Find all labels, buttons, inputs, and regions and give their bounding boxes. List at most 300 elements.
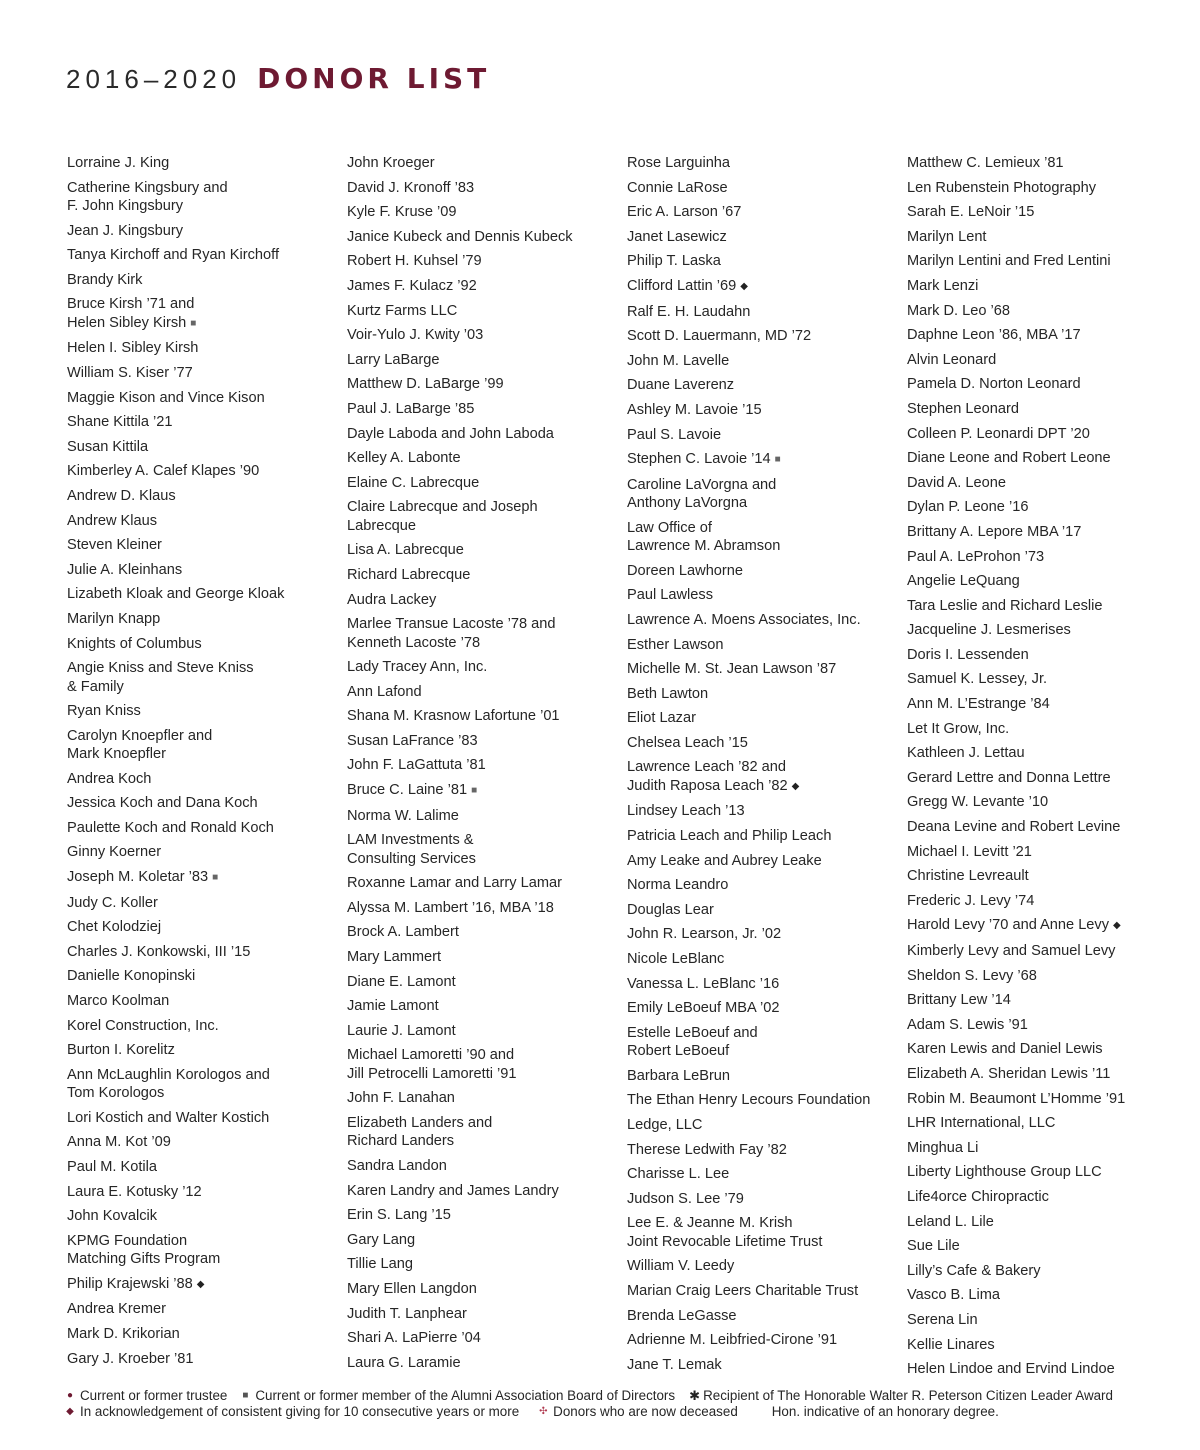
donor-name	[627, 1141, 907, 1159]
donor-name	[907, 1286, 1147, 1304]
donor-name	[907, 351, 1147, 369]
donor-name	[347, 302, 627, 320]
donor-name-text: Frederic J. Levy ’74	[907, 892, 1035, 909]
donor-name-text: Lindsey Leach ’13	[627, 803, 745, 820]
square-mark-icon: ■	[471, 785, 478, 797]
donor-name-text: Ryan Kniss	[67, 703, 141, 720]
donor-name-text: Douglas Lear	[627, 901, 714, 918]
donor-name-text: Gerard Lettre and Donna Lettre	[907, 769, 1111, 786]
donor-name	[67, 943, 347, 961]
donor-name	[347, 474, 627, 492]
donor-name	[347, 683, 627, 701]
donor-name-text: Susan Kittila	[67, 438, 149, 455]
donor-name-text: Brittany Lew ’14	[907, 992, 1011, 1009]
donor-name	[627, 376, 907, 394]
donor-name-text: Sarah E. LeNoir ’15	[907, 204, 1035, 221]
donor-name	[347, 326, 627, 344]
donor-name-text: Eric A. Larson ’67	[627, 204, 742, 221]
donor-name-text: Angelie LeQuang	[907, 573, 1020, 590]
donor-name	[627, 925, 907, 943]
donor-name-text: Erin S. Lang ’15	[347, 1207, 451, 1224]
donor-name	[627, 734, 907, 752]
donor-name	[347, 899, 627, 917]
donor-name	[627, 1331, 907, 1349]
donor-name-text: Adrienne M. Leibfried-Cirone ’91	[627, 1332, 838, 1349]
donor-name-text: Mark D. Krikorian	[67, 1325, 180, 1342]
donor-name	[627, 611, 907, 629]
donor-name	[67, 1109, 347, 1127]
donor-name-text: Charisse L. Lee	[627, 1166, 730, 1183]
donor-name	[907, 1237, 1147, 1255]
donor-name-text: Clifford Lattin ’69	[627, 277, 737, 294]
donor-name-text: Knights of Columbus	[67, 635, 202, 652]
donor-name-text: Chet Kolodziej	[67, 919, 162, 936]
donor-name-text: KPMG Foundation Matching Gifts Program	[67, 1232, 221, 1268]
donor-name	[67, 536, 347, 554]
donor-name	[907, 572, 1147, 590]
donor-name-text: Susan LaFrance ’83	[347, 732, 478, 749]
donor-name-text: Burton I. Korelitz	[67, 1042, 175, 1059]
donor-name	[627, 1067, 907, 1085]
donor-name	[347, 1114, 627, 1151]
donor-name-text: Andrew Klaus	[67, 512, 158, 529]
donor-name-text: Lawrence A. Moens Associates, Inc.	[627, 611, 861, 628]
donor-name-text: James F. Kulacz ’92	[347, 277, 477, 294]
donor-name-text: LAM Investments & Consulting Services	[347, 832, 476, 867]
donor-name-text: Chelsea Leach ’15	[627, 734, 748, 751]
donor-name	[347, 541, 627, 559]
donor-name	[627, 709, 907, 727]
donor-name-text: Paul J. LaBarge ’85	[347, 400, 475, 417]
donor-name	[347, 1354, 627, 1372]
donor-name	[347, 1206, 627, 1224]
donor-name	[347, 1046, 627, 1083]
donor-name	[627, 450, 907, 469]
diamond-mark-icon: ◆	[196, 1278, 205, 1290]
legend-text: Current or former member of the Alumni Association Board of Directors	[255, 1388, 676, 1403]
donor-name-text: Pamela D. Norton Leonard	[907, 376, 1081, 393]
donor-name	[67, 1066, 347, 1103]
donor-name-text: Janice Kubeck and Dennis Kubeck	[347, 228, 573, 245]
donor-name	[907, 179, 1147, 197]
donor-name	[347, 1157, 627, 1175]
donor-name	[907, 942, 1147, 960]
donor-name-text: Dylan P. Leone ’16	[907, 499, 1029, 516]
donor-name	[627, 562, 907, 580]
legend-row-1	[66, 1388, 1166, 1404]
donor-name	[907, 1336, 1147, 1354]
donor-name-text: Ginny Koerner	[67, 844, 162, 861]
donor-name	[67, 635, 347, 653]
donor-name-text: Ralf E. H. Laudahn	[627, 303, 751, 320]
donor-name	[347, 228, 627, 246]
donor-name	[907, 597, 1147, 615]
donor-name-text: Kellie Linares	[907, 1336, 995, 1353]
diamond-mark-icon: ◆	[791, 780, 800, 792]
donor-name	[347, 351, 627, 369]
donor-name	[907, 474, 1147, 492]
donor-name-text: Sandra Landon	[347, 1158, 447, 1174]
donor-name-text: Robin M. Beaumont L’Homme ’91	[907, 1090, 1126, 1107]
donor-name	[347, 1182, 627, 1200]
donor-name	[347, 973, 627, 991]
donor-name-text: Michelle M. St. Jean Lawson ’87	[627, 661, 837, 678]
donor-name-text: LHR International, LLC	[907, 1115, 1056, 1132]
donor-name-text: Doreen Lawhorne	[627, 562, 744, 579]
donor-name	[67, 992, 347, 1010]
donor-name-text: Helen Lindoe and Ervind Lindoe	[907, 1361, 1115, 1378]
donor-name-text: Dayle Laboda and John Laboda	[347, 425, 554, 442]
legend-symbol-icon: ◆	[66, 1406, 74, 1417]
donor-name	[627, 476, 907, 513]
donor-name-text: Serena Lin	[907, 1311, 978, 1328]
donor-name	[347, 179, 627, 197]
donor-name-text: Beth Lawton	[627, 685, 709, 702]
donor-name	[627, 1214, 907, 1251]
donor-name	[347, 449, 627, 467]
donor-name-text: Vasco B. Lima	[907, 1287, 1001, 1304]
donor-name-text: The Ethan Henry Lecours Foundation	[627, 1092, 871, 1109]
donor-name	[67, 967, 347, 985]
donor-name	[627, 802, 907, 820]
donor-name-text: David A. Leone	[907, 474, 1006, 491]
donor-name-text: John R. Learson, Jr. ’02	[627, 926, 782, 943]
donor-name	[627, 975, 907, 993]
donor-name	[67, 918, 347, 936]
donor-name	[627, 1024, 907, 1061]
legend-symbol-icon: ●	[66, 1390, 74, 1401]
donor-name-text: Richard Labrecque	[347, 566, 471, 583]
legend-symbol-icon: ✱	[689, 1388, 700, 1403]
donor-name-text: Laura G. Laramie	[347, 1354, 461, 1371]
donor-name-text: Lee E. & Jeanne M. Krish Joint Revocable Lifetime Trust	[627, 1215, 823, 1250]
donor-name	[67, 1133, 347, 1151]
donor-name	[67, 770, 347, 788]
donor-name	[627, 685, 907, 703]
legend-item	[758, 1404, 999, 1420]
donor-name-text: Marilyn Lent	[907, 228, 987, 245]
donor-name	[907, 695, 1147, 713]
donor-name	[907, 867, 1147, 885]
legend-item	[66, 1388, 227, 1404]
donor-name-text: Alvin Leonard	[907, 351, 997, 368]
donor-name-text: Tillie Lang	[347, 1256, 413, 1273]
donor-name-text: Gary J. Kroeber ’81	[67, 1350, 194, 1367]
donor-name	[907, 1311, 1147, 1329]
donor-name	[627, 827, 907, 845]
donor-name-text: William V. Leedy	[627, 1258, 735, 1275]
donor-name	[67, 295, 347, 333]
donor-name	[627, 1282, 907, 1300]
donor-name-text: Roxanne Lamar and Larry Lamar	[347, 875, 562, 892]
donor-name	[347, 1089, 627, 1107]
donor-name	[347, 591, 627, 609]
donor-name-text: Janet Lasewicz	[627, 228, 727, 245]
donor-name-text: Angie Kniss and Steve Kniss & Family	[67, 660, 254, 695]
donor-name	[67, 1158, 347, 1176]
donor-name-text: Caroline LaVorgna and Anthony LaVorgna	[627, 476, 777, 512]
donor-name	[627, 586, 907, 604]
donor-name	[907, 818, 1147, 836]
donor-name	[347, 1280, 627, 1298]
square-mark-icon: ■	[212, 872, 219, 884]
donor-name-text: Judith T. Lanphear	[347, 1305, 467, 1322]
donor-name-text: Paul A. LeProhon ’73	[907, 548, 1045, 565]
donor-name-text: Andrew D. Klaus	[67, 487, 176, 504]
donor-name	[627, 852, 907, 870]
donor-name-text: Lilly’s Cafe & Bakery	[907, 1262, 1041, 1279]
donor-name	[907, 1188, 1147, 1206]
donor-name-text: Andrea Koch	[67, 770, 152, 787]
donor-name	[67, 1017, 347, 1035]
donor-name-text: Barbara LeBrun	[627, 1067, 731, 1084]
donor-name	[627, 1190, 907, 1208]
donor-name	[627, 252, 907, 270]
donor-name-text: Brenda LeGasse	[627, 1307, 737, 1324]
donor-name-text: Norma Leandro	[627, 877, 729, 894]
legend-item	[66, 1404, 519, 1420]
donor-name	[347, 277, 627, 295]
donor-name-text: Stephen Leonard	[907, 400, 1019, 417]
donor-name-text: Paul S. Lavoie	[627, 426, 722, 443]
donor-name	[907, 967, 1147, 985]
legend-symbol-icon: ✣	[539, 1406, 548, 1417]
donor-name	[347, 615, 627, 652]
donor-name	[907, 1163, 1147, 1181]
donor-name	[627, 426, 907, 444]
donor-name	[907, 744, 1147, 762]
donor-name-text: Robert H. Kuhsel ’79	[347, 253, 482, 270]
donor-name-text: Voir-Yulo J. Kwity ’03	[347, 327, 484, 344]
donor-name-text: Life4orce Chiropractic	[907, 1188, 1049, 1205]
donor-name	[347, 658, 627, 676]
donor-name	[907, 375, 1147, 393]
donor-name	[67, 512, 347, 530]
donor-name	[627, 636, 907, 654]
donor-name-text: Ann Lafond	[347, 683, 422, 700]
header-years: 2016–2020	[66, 64, 242, 94]
donor-name-text: Mark D. Leo ’68	[907, 302, 1011, 319]
donor-name	[907, 449, 1147, 467]
donor-name	[67, 154, 347, 172]
donor-name	[907, 400, 1147, 418]
donor-name-text: Duane Laverenz	[627, 377, 735, 394]
donor-name	[347, 831, 627, 868]
donor-name-text: Harold Levy ’70 and Anne Levy	[907, 917, 1110, 934]
donor-name	[347, 1305, 627, 1323]
donor-name-text: Estelle LeBoeuf and Robert LeBoeuf	[627, 1024, 758, 1060]
donor-name-text: John F. LaGattuta ’81	[347, 757, 486, 774]
donor-name-text: Daphne Leon ’86, MBA ’17	[907, 327, 1081, 344]
donor-columns	[67, 154, 1147, 1376]
donor-name	[67, 610, 347, 628]
donor-name	[627, 277, 907, 296]
donor-name-text: Larry LaBarge	[347, 351, 440, 368]
donor-name-text: David J. Kronoff ’83	[347, 179, 475, 196]
donor-name-text: Steven Kleiner	[67, 537, 162, 554]
donor-name	[347, 948, 627, 966]
donor-name	[907, 425, 1147, 443]
donor-name	[907, 1262, 1147, 1280]
donor-column-2	[347, 154, 627, 1385]
donor-name-text: Judy C. Koller	[67, 894, 158, 911]
donor-name-text: Matthew D. LaBarge ’99	[347, 376, 504, 393]
donor-name-text: Marilyn Knapp	[67, 610, 161, 627]
donor-name-text: Andrea Kremer	[67, 1301, 166, 1318]
donor-name-text: Jacqueline J. Lesmerises	[907, 622, 1071, 639]
legend-symbol-icon: ■	[242, 1390, 249, 1401]
donor-name-text: Lisa A. Labrecque	[347, 542, 464, 559]
donor-name	[907, 1016, 1147, 1034]
donor-name	[67, 487, 347, 505]
donor-name-text: Maggie Kison and Vince Kison	[67, 389, 265, 406]
donor-name	[907, 302, 1147, 320]
donor-name	[67, 413, 347, 431]
donor-name-text: Gary Lang	[347, 1231, 416, 1248]
donor-name-text: Rose Larguinha	[627, 155, 731, 171]
donor-name-text: Danielle Konopinski	[67, 968, 196, 985]
donor-name-text: Shane Kittila ’21	[67, 414, 173, 431]
donor-name	[907, 498, 1147, 516]
donor-name	[907, 1040, 1147, 1058]
donor-name	[627, 876, 907, 894]
donor-name	[347, 566, 627, 584]
donor-name	[67, 389, 347, 407]
donor-name-text: Sue Lile	[907, 1238, 960, 1255]
donor-name	[67, 246, 347, 264]
donor-name	[907, 1065, 1147, 1083]
donor-name-text: Elaine C. Labrecque	[347, 474, 480, 491]
donor-name	[627, 228, 907, 246]
donor-name-text: Anna M. Kot ’09	[67, 1134, 171, 1151]
donor-name	[67, 271, 347, 289]
donor-name-text: Brock A. Lambert	[347, 924, 459, 941]
donor-name	[907, 892, 1147, 910]
donor-name	[627, 999, 907, 1017]
donor-name-text: Amy Leake and Aubrey Leake	[627, 852, 822, 869]
donor-name	[67, 1232, 347, 1269]
donor-name	[67, 1041, 347, 1059]
donor-name-text: Audra Lackey	[347, 591, 437, 608]
donor-name-text: Ann McLaughlin Korologos and Tom Korologos	[67, 1066, 270, 1102]
legend-item	[689, 1388, 1113, 1404]
donor-name-text: Joseph M. Koletar ’83	[67, 869, 209, 886]
donor-name	[627, 1091, 907, 1109]
donor-name-text: Shari A. LaPierre ’04	[347, 1330, 481, 1347]
diamond-mark-icon: ◆	[1113, 920, 1121, 932]
donor-name	[627, 901, 907, 919]
donor-name	[907, 843, 1147, 861]
donor-name-text: Jamie Lamont	[347, 998, 439, 1015]
legend-text: Current or former trustee	[80, 1388, 228, 1403]
donor-name-text: Alyssa M. Lambert ’16, MBA ’18	[347, 899, 554, 916]
donor-name-text: Esther Lawson	[627, 636, 724, 653]
square-mark-icon: ■	[190, 317, 197, 329]
donor-name	[347, 807, 627, 825]
donor-column-1	[67, 154, 347, 1385]
donor-name-text: Mary Lammert	[347, 949, 442, 966]
page-header	[66, 62, 490, 95]
donor-name-text: Ledge, LLC	[627, 1117, 703, 1133]
donor-name-text: Ann M. L’Estrange ’84	[907, 696, 1050, 713]
donor-name	[627, 203, 907, 221]
donor-name-text: John M. Lavelle	[627, 352, 730, 369]
donor-name-text: Marian Craig Leers Charitable Trust	[627, 1282, 859, 1299]
donor-name-text: Christine Levreault	[907, 868, 1029, 885]
donor-name	[627, 1116, 907, 1134]
donor-name-text: Emily LeBoeuf MBA ’02	[627, 1000, 780, 1017]
donor-name	[67, 702, 347, 720]
donor-name	[907, 252, 1147, 270]
donor-name	[627, 950, 907, 968]
donor-name-text: Paul M. Kotila	[67, 1159, 158, 1175]
donor-name-text: Michael Lamoretti ’90 and Jill Petrocelli Lamoretti ’91	[347, 1047, 517, 1082]
legend-text: Donors who are now deceased	[553, 1404, 738, 1419]
donor-name	[347, 756, 627, 774]
donor-name	[907, 670, 1147, 688]
donor-name	[907, 1114, 1147, 1132]
donor-name-text: Paulette Koch and Ronald Koch	[67, 819, 274, 836]
donor-name	[67, 222, 347, 240]
donor-name-text: Mary Ellen Langdon	[347, 1280, 477, 1297]
donor-name-text: Tanya Kirchoff and Ryan Kirchoff	[67, 247, 280, 264]
donor-name	[907, 646, 1147, 664]
donor-name-text: Kyle F. Kruse ’09	[347, 204, 457, 221]
donor-name	[67, 1300, 347, 1318]
donor-name-text: Nicole LeBlanc	[627, 951, 725, 968]
donor-name	[347, 923, 627, 941]
donor-name	[907, 769, 1147, 787]
donor-name	[907, 1139, 1147, 1157]
donor-name-text: Law Office of Lawrence M. Abramson	[627, 519, 781, 555]
donor-name	[347, 1022, 627, 1040]
donor-name	[347, 1255, 627, 1273]
donor-name	[347, 707, 627, 725]
donor-name	[67, 868, 347, 887]
donor-name-text: Scott D. Lauermann, MD ’72	[627, 328, 812, 345]
donor-name-text: Marlee Transue Lacoste ’78 and Kenneth Lacoste ’78	[347, 616, 556, 651]
donor-name	[627, 519, 907, 556]
donor-name-text: Kimberly Levy and Samuel Levy	[907, 943, 1116, 959]
donor-name	[907, 793, 1147, 811]
donor-name-text: Len Rubenstein Photography	[907, 179, 1097, 196]
donor-name-text: Jane T. Lemak	[627, 1356, 722, 1373]
page-title: DONOR LIST	[257, 62, 491, 95]
donor-name-text: Let It Grow, Inc.	[907, 720, 1010, 737]
donor-name-text: Lorraine J. King	[67, 155, 170, 171]
donor-column-4	[907, 154, 1147, 1385]
donor-name	[347, 1231, 627, 1249]
donor-name-text: Eliot Lazar	[627, 710, 696, 727]
donor-name	[627, 1165, 907, 1183]
legend-text: Recipient of The Honorable Walter R. Peterson Citizen Leader Award	[703, 1388, 1113, 1403]
donor-name	[907, 277, 1147, 295]
donor-name-text: Julie A. Kleinhans	[67, 561, 183, 578]
donor-name-text: Minghua Li	[907, 1139, 979, 1156]
donor-name	[627, 660, 907, 678]
donor-name	[627, 179, 907, 197]
donor-name-text: Patricia Leach and Philip Leach	[627, 828, 832, 845]
donor-name-text: Kathleen J. Lettau	[907, 745, 1025, 762]
legend-item	[539, 1404, 738, 1420]
donor-name-text: Mark Lenzi	[907, 277, 979, 294]
donor-name-text: William S. Kiser ’77	[67, 364, 193, 381]
donor-name-text: Lady Tracey Ann, Inc.	[347, 659, 488, 676]
donor-name-text: Karen Lewis and Daniel Lewis	[907, 1041, 1103, 1058]
donor-name-text: John Kovalcik	[67, 1208, 158, 1225]
donor-name	[347, 400, 627, 418]
donor-name	[907, 203, 1147, 221]
